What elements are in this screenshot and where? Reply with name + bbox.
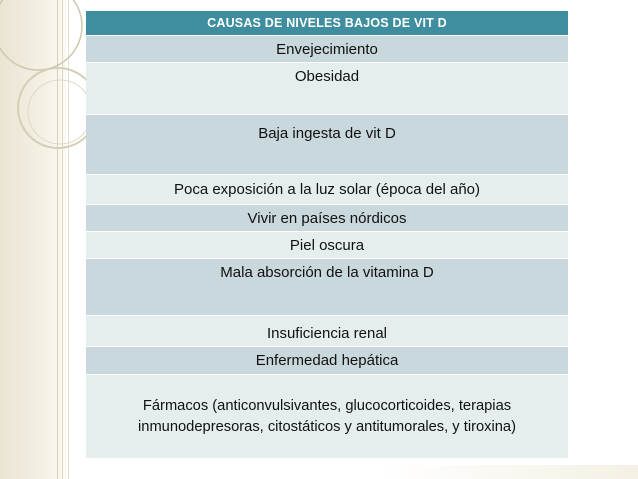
table-header-row — [86, 11, 568, 36]
table-row — [86, 115, 568, 175]
table-row — [86, 375, 568, 459]
table-cell: Mala absorción de la vitamina D — [86, 259, 568, 316]
table-row — [86, 259, 568, 316]
table-row — [86, 232, 568, 259]
table-cell: Enfermedad hepática — [86, 347, 568, 375]
table-row — [86, 36, 568, 63]
table-row — [86, 205, 568, 232]
table-cell: Piel oscura — [86, 232, 568, 259]
table-cell: Envejecimiento — [86, 36, 568, 63]
table-header: CAUSAS DE NIVELES BAJOS DE VIT D — [86, 11, 568, 36]
table-row — [86, 175, 568, 205]
table-cell: Vivir en países nórdicos — [86, 205, 568, 232]
table-cell: Insuficiencia renal — [86, 316, 568, 347]
table-cell: Obesidad — [86, 63, 568, 115]
decorative-circle — [28, 80, 92, 144]
causes-table — [86, 11, 568, 459]
table-cell: Baja ingesta de vit D — [86, 115, 568, 175]
decorative-circle — [0, 0, 82, 70]
table-row — [86, 63, 568, 115]
table-cell: Poca exposición a la luz solar (época del año) — [86, 175, 568, 205]
decorative-bottom-strip — [380, 465, 638, 479]
table-cell: Fármacos (anticonvulsivantes, glucocorticoides, terapias inmunodepresoras, citostáticos y antitumorales, y tiroxina) — [86, 375, 568, 459]
table-row — [86, 347, 568, 375]
table-row — [86, 316, 568, 347]
